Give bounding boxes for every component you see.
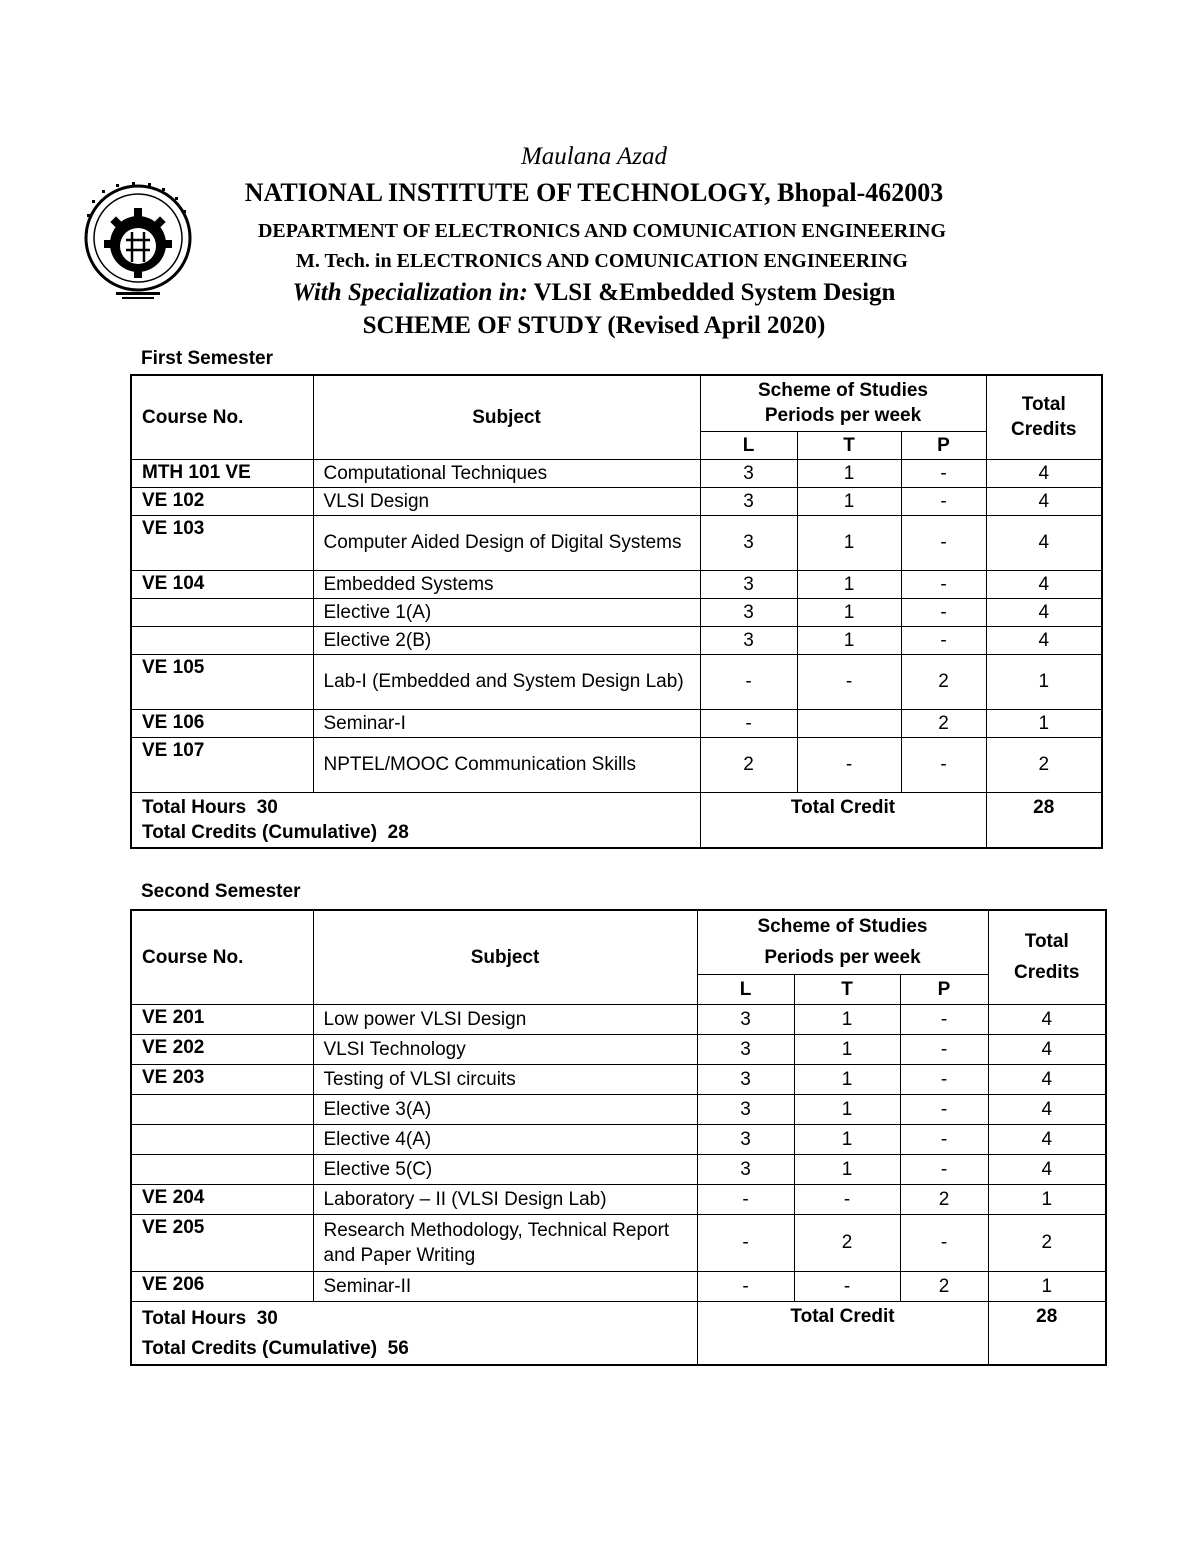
table-row	[131, 1271, 1106, 1301]
tutorial-hours: -	[794, 1184, 900, 1214]
subject-name: Elective 2(B)	[313, 626, 700, 654]
lecture-hours: 3	[700, 459, 797, 487]
practical-hours: -	[901, 598, 986, 626]
credits: 1	[986, 709, 1102, 737]
table-row	[131, 1184, 1106, 1214]
credits: 4	[986, 515, 1102, 570]
practical-hours: -	[901, 570, 986, 598]
credits: 4	[988, 1004, 1106, 1034]
credits: 4	[986, 459, 1102, 487]
practical-hours: -	[900, 1154, 988, 1184]
credits: 4	[986, 570, 1102, 598]
semester2-table	[130, 909, 1107, 1366]
table-row	[131, 626, 1102, 654]
subject-name: Laboratory – II (VLSI Design Lab)	[313, 1184, 697, 1214]
semester2-total-hours: Total Hours 30	[142, 1307, 278, 1329]
credits: 4	[988, 1154, 1106, 1184]
tutorial-hours: 1	[797, 515, 901, 570]
table-row	[131, 654, 1102, 709]
credits: 4	[986, 626, 1102, 654]
subject-name: Computational Techniques	[313, 459, 700, 487]
header-scheme: Scheme of Studies Periods per week	[700, 375, 986, 431]
course-code	[131, 626, 313, 654]
header-course-no: Course No.	[131, 910, 313, 1004]
practical-hours: -	[901, 515, 986, 570]
lecture-hours: -	[697, 1214, 794, 1271]
tutorial-hours: -	[797, 737, 901, 792]
tutorial-hours: 1	[797, 598, 901, 626]
course-code	[131, 1154, 313, 1184]
practical-hours: -	[900, 1064, 988, 1094]
course-code: VE 105	[131, 654, 313, 709]
semester2-total-credit-value: 28	[988, 1301, 1106, 1365]
header-total-credits: Total Credits	[988, 910, 1106, 1004]
credits: 4	[988, 1034, 1106, 1064]
lecture-hours: 2	[700, 737, 797, 792]
subject-name: Elective 4(A)	[313, 1124, 697, 1154]
semester1-total-hours: Total Hours 30	[142, 796, 278, 818]
tutorial-hours: 2	[794, 1214, 900, 1271]
practical-hours: -	[901, 459, 986, 487]
table-row	[131, 1064, 1106, 1094]
table-row	[131, 1034, 1106, 1064]
practical-hours: -	[900, 1214, 988, 1271]
credits: 1	[986, 654, 1102, 709]
semester1-table	[130, 374, 1103, 849]
credits: 4	[988, 1094, 1106, 1124]
header-p: P	[900, 974, 988, 1004]
practical-hours: -	[900, 1124, 988, 1154]
subject-name: Elective 5(C)	[313, 1154, 697, 1184]
practical-hours: -	[900, 1004, 988, 1034]
header-scheme: Scheme of Studies Periods per week	[697, 910, 988, 974]
credits: 2	[986, 737, 1102, 792]
subject-name: VLSI Design	[313, 487, 700, 515]
header-total-credits: Total Credits	[986, 375, 1102, 459]
header-course-no: Course No.	[131, 375, 313, 459]
lecture-hours: 3	[700, 570, 797, 598]
header-t: T	[794, 974, 900, 1004]
header-subject: Subject	[313, 375, 700, 459]
lecture-hours: -	[697, 1184, 794, 1214]
credits: 1	[988, 1184, 1106, 1214]
semester2-total-credit-label: Total Credit	[697, 1301, 988, 1365]
header-p: P	[901, 431, 986, 459]
semester1-cumulative: Total Credits (Cumulative) 28	[142, 821, 409, 843]
tutorial-hours: 1	[797, 570, 901, 598]
subject-name: Computer Aided Design of Digital Systems	[313, 515, 700, 570]
tutorial-hours: 1	[797, 459, 901, 487]
credits: 4	[988, 1064, 1106, 1094]
subject-name: NPTEL/MOOC Communication Skills	[313, 737, 700, 792]
table-row	[131, 1154, 1106, 1184]
tutorial-hours: -	[794, 1271, 900, 1301]
institute-name: NATIONAL INSTITUTE OF TECHNOLOGY, Bhopal-462003	[244, 178, 944, 207]
department-name: DEPARTMENT OF ELECTRONICS AND COMUNICATION ENGINEERING	[257, 220, 947, 242]
course-code	[131, 1124, 313, 1154]
course-code: VE 206	[131, 1271, 313, 1301]
table-row	[131, 737, 1102, 792]
table-row	[131, 1124, 1106, 1154]
specialization-value: VLSI &Embedded System Design	[527, 279, 896, 306]
semester2-cumulative: Total Credits (Cumulative) 56	[142, 1337, 409, 1359]
course-code	[131, 598, 313, 626]
lecture-hours: 3	[697, 1064, 794, 1094]
credits: 4	[988, 1124, 1106, 1154]
lecture-hours: 3	[700, 626, 797, 654]
tutorial-hours: -	[797, 654, 901, 709]
table-row	[131, 598, 1102, 626]
table-row	[131, 1214, 1106, 1271]
subject-name: Elective 3(A)	[313, 1094, 697, 1124]
tutorial-hours: 1	[794, 1034, 900, 1064]
table-row	[131, 487, 1102, 515]
semester1-totals	[131, 792, 700, 848]
credits: 4	[986, 598, 1102, 626]
header-t: T	[797, 431, 901, 459]
course-code: VE 107	[131, 737, 313, 792]
program-name: M. Tech. in ELECTRONICS AND COMUNICATION ENGINEERING	[296, 250, 908, 272]
lecture-hours: 3	[700, 487, 797, 515]
table-row	[131, 570, 1102, 598]
table-row	[131, 515, 1102, 570]
lecture-hours: 3	[697, 1034, 794, 1064]
practical-hours: -	[900, 1034, 988, 1064]
header-l: L	[700, 431, 797, 459]
tutorial-hours: 1	[794, 1004, 900, 1034]
tutorial-hours: 1	[797, 487, 901, 515]
lecture-hours: 3	[697, 1154, 794, 1184]
course-code: VE 202	[131, 1034, 313, 1064]
subject-name: Research Methodology, Technical Report and Paper Writing	[313, 1214, 697, 1271]
tutorial-hours: 1	[794, 1154, 900, 1184]
course-code: VE 104	[131, 570, 313, 598]
table-row	[131, 709, 1102, 737]
practical-hours: 2	[901, 654, 986, 709]
table-row	[131, 459, 1102, 487]
credits: 1	[988, 1271, 1106, 1301]
practical-hours: -	[901, 487, 986, 515]
practical-hours: -	[901, 737, 986, 792]
tutorial-hours: 1	[794, 1124, 900, 1154]
semester1-title: First Semester	[141, 348, 274, 369]
table-row	[131, 1094, 1106, 1124]
lecture-hours: -	[697, 1271, 794, 1301]
practical-hours: -	[901, 626, 986, 654]
subject-name: Elective 1(A)	[313, 598, 700, 626]
course-code: VE 205	[131, 1214, 313, 1271]
institute-prefix: Maulana Azad	[520, 143, 668, 170]
specialization	[0, 279, 1188, 307]
semester2-title: Second Semester	[141, 881, 301, 902]
course-code: VE 204	[131, 1184, 313, 1214]
lecture-hours: 3	[697, 1094, 794, 1124]
specialization-prefix: With Specialization in:	[292, 279, 528, 306]
course-code: VE 201	[131, 1004, 313, 1034]
course-code: VE 102	[131, 487, 313, 515]
scheme-title: SCHEME OF STUDY (Revised April 2020)	[362, 312, 826, 339]
semester1-total-credit-label: Total Credit	[700, 792, 986, 848]
tutorial-hours: 1	[794, 1094, 900, 1124]
lecture-hours: 3	[697, 1004, 794, 1034]
credits: 4	[986, 487, 1102, 515]
table-row	[131, 1004, 1106, 1034]
course-code: VE 103	[131, 515, 313, 570]
practical-hours: 2	[900, 1271, 988, 1301]
course-code: VE 106	[131, 709, 313, 737]
subject-name: Seminar-II	[313, 1271, 697, 1301]
semester1-total-credit-value: 28	[986, 792, 1102, 848]
subject-name: Low power VLSI Design	[313, 1004, 697, 1034]
subject-name: Testing of VLSI circuits	[313, 1064, 697, 1094]
lecture-hours: 3	[700, 598, 797, 626]
subject-name: Embedded Systems	[313, 570, 700, 598]
lecture-hours: 3	[700, 515, 797, 570]
course-code: VE 203	[131, 1064, 313, 1094]
subject-name: Seminar-I	[313, 709, 700, 737]
practical-hours: 2	[900, 1184, 988, 1214]
lecture-hours: -	[700, 709, 797, 737]
tutorial-hours: 1	[794, 1064, 900, 1094]
subject-name: VLSI Technology	[313, 1034, 697, 1064]
subject-name: Lab-I (Embedded and System Design Lab)	[313, 654, 700, 709]
lecture-hours: -	[700, 654, 797, 709]
credits: 2	[988, 1214, 1106, 1271]
tutorial-hours: 1	[797, 626, 901, 654]
practical-hours: 2	[901, 709, 986, 737]
practical-hours: -	[900, 1094, 988, 1124]
header-subject: Subject	[313, 910, 697, 1004]
course-code	[131, 1094, 313, 1124]
lecture-hours: 3	[697, 1124, 794, 1154]
header-l: L	[697, 974, 794, 1004]
tutorial-hours	[797, 709, 901, 737]
semester2-totals	[131, 1301, 697, 1365]
course-code: MTH 101 VE	[131, 459, 313, 487]
